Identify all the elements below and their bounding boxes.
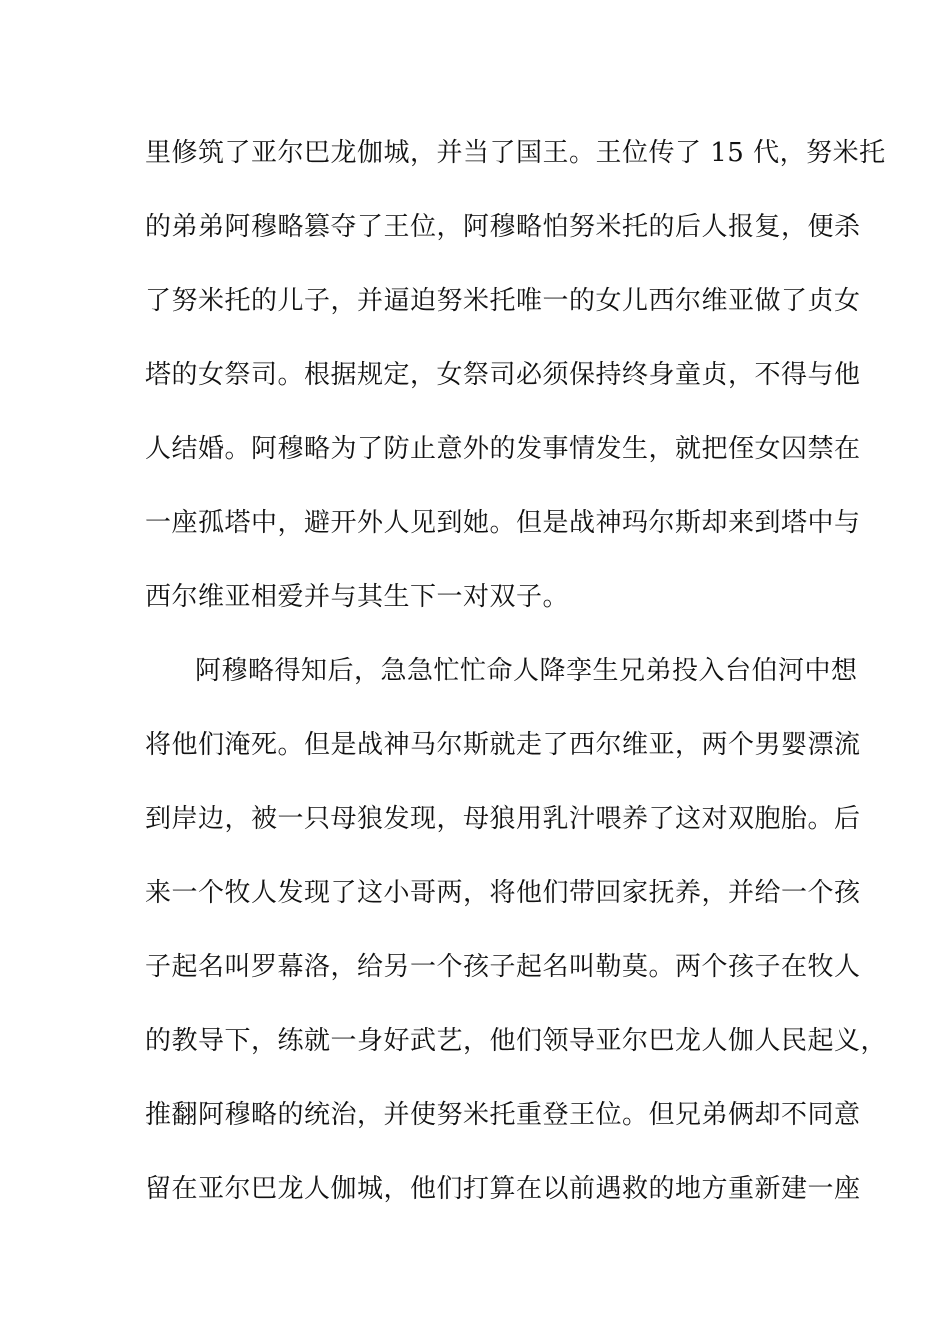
text-line-4: 塔的女祭司。根据规定，女祭司必须保持终身童贞，不得与他 bbox=[145, 360, 861, 390]
text-line-15: 留在亚尔巴龙人伽城，他们打算在以前遇救的地方重新建一座 bbox=[145, 1174, 861, 1204]
text-line-3: 了努米托的儿子，并逼迫努米托唯一的女儿西尔维亚做了贞女 bbox=[145, 286, 861, 316]
document-body bbox=[145, 128, 888, 1238]
text-line-2: 的弟弟阿穆略篡夺了王位，阿穆略怕努米托的后人报复，便杀 bbox=[145, 212, 861, 242]
text-line-7: 西尔维亚相爱并与其生下一对双子。 bbox=[145, 582, 570, 612]
text-line-8: 阿穆略得知后，急急忙忙命人降孪生兄弟投入台伯河中想 bbox=[195, 656, 858, 686]
text-line-11: 来一个牧人发现了这小哥两，将他们带回家抚养，并给一个孩 bbox=[145, 878, 861, 908]
text-line-13: 的教导下，练就一身好武艺，他们领导亚尔巴龙人伽人民起义， bbox=[145, 1026, 888, 1056]
text-line-9: 将他们淹死。但是战神马尔斯就走了西尔维亚，两个男婴漂流 bbox=[145, 730, 861, 760]
text-line-10: 到岸边，被一只母狼发现，母狼用乳汁喂养了这对双胞胎。后 bbox=[145, 804, 861, 834]
text-line-5: 人结婚。阿穆略为了防止意外的发事情发生，就把侄女囚禁在 bbox=[145, 434, 861, 464]
text-line-14: 推翻阿穆略的统治，并使努米托重登王位。但兄弟俩却不同意 bbox=[145, 1100, 861, 1130]
text-line-1: 里修筑了亚尔巴龙伽城，并当了国王。王位传了 15 代，努米托 bbox=[145, 138, 886, 168]
text-line-12: 子起名叫罗幕洛，给另一个孩子起名叫勒莫。两个孩子在牧人 bbox=[145, 952, 861, 982]
text-line-6: 一座孤塔中，避开外人见到她。但是战神玛尔斯却来到塔中与 bbox=[145, 508, 861, 538]
